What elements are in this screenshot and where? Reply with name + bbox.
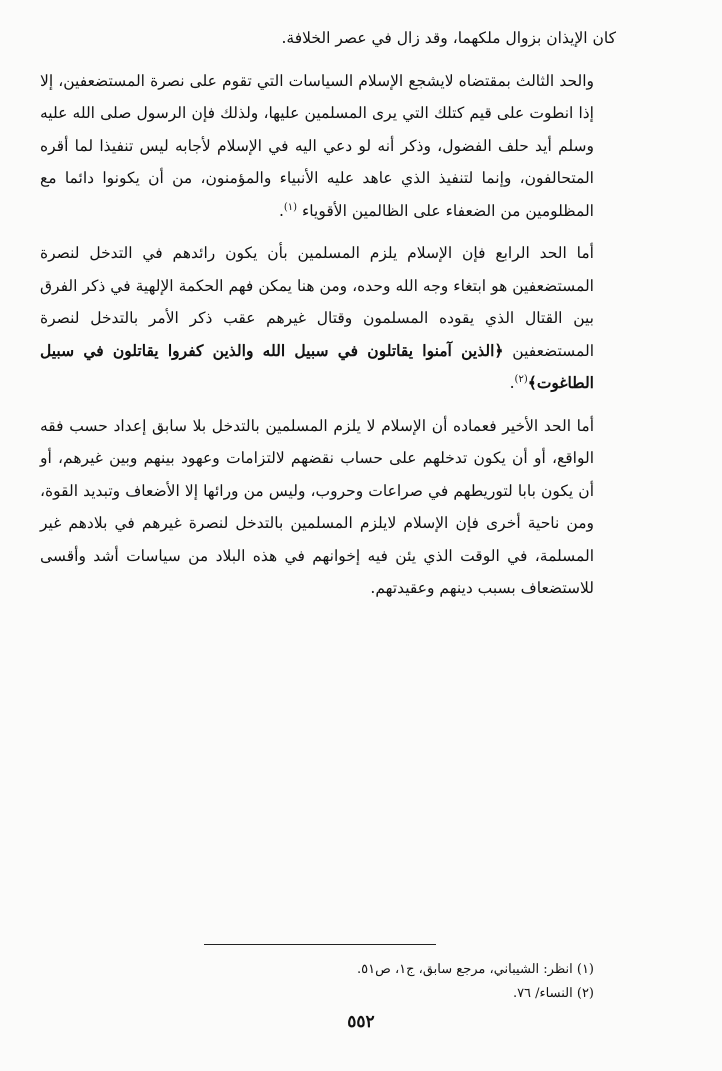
paragraph-2-end: . bbox=[278, 201, 284, 220]
quranic-verse: ﴿الذين آمنوا يقاتلون في سبيل الله والذين كفروا يقاتلون في سبيل الطاغوت﴾ bbox=[40, 340, 594, 392]
paragraph-3-end: . bbox=[509, 374, 515, 392]
footnote-ref-1[interactable]: (١) bbox=[283, 201, 298, 213]
footnote-ref-2[interactable]: (٢) bbox=[514, 373, 528, 385]
footnotes bbox=[40, 958, 594, 1006]
paragraph-3 bbox=[40, 237, 616, 400]
paragraph-2 bbox=[40, 65, 616, 228]
main-text bbox=[40, 22, 616, 605]
page-number: ٥٥٢ bbox=[347, 1012, 375, 1032]
paragraph-1-text: كان الإيذان بزوال ملكهما، وقد زال في عصر الخلافة. bbox=[281, 29, 616, 47]
footnote-2: (٢) النساء/ ٧٦. bbox=[512, 986, 594, 1001]
footnote-divider bbox=[204, 944, 436, 945]
paragraph-4 bbox=[40, 410, 616, 605]
paragraph-4-text: أما الحد الأخير فعماده أن الإسلام لا يلزم المسلمين بالتدخل بلا سابق إعداد حسب فقه الواقع، أو أن يكون تدخلهم على حساب نقضهم لالتزامات وعهود بينهم وبين غيرهم، أو أن يكون بابا لتوريطهم في صراعات وحروب، وليس من ورائها إلا الأضعاف وتبديد القوة، ومن ناحية أخرى فإن الإسلام لايلزم المسلمين بالتدخل لنصرة غيرهم في بلادهم غير المسلمة، في الوقت الذي يئن فيه إخوانهم في هذه البلاد من سياسات أشد وأقسى للاستضعاف بسبب دينهم وعقيدتهم. bbox=[40, 416, 594, 597]
paragraph-1 bbox=[40, 22, 616, 55]
footnote-1: (١) انظر: الشيباني، مرجع سابق، ج١، ص٥١. bbox=[356, 962, 594, 977]
paragraph-2-text: والحد الثالث بمقتضاه لايشجع الإسلام السياسات التي تقوم على نصرة المستضعفين، إلا إذا انطوت على قيم كتلك التي يرى المسلمين عليها، ولذلك فإن الرسول صلى الله عليه وسلم أيد حلف الفضول، وذكر أنه لو دعي اليه في الإسلام لأجابه ليس تنفيذا لما أقره المتحالفون، وإنما لتنفيذ الذي عاهد عليه الأنبياء والمؤمنون، من أن يكونوا دائما مع المظلومين من الضعفاء على الظالمين الأقوياء bbox=[40, 71, 594, 220]
paragraph-3-text: أما الحد الرابع فإن الإسلام يلزم المسلمين بأن يكون رائدهم في التدخل لنصرة المستضعفين هو ابتغاء وجه الله وحده، ومن هنا يمكن فهم الحكمة الإلهية في ذكر الفرق بين القتال الذي يقوده المسلمون وقتال غيرهم عقب ذكر الأمر بالتدخل لنصرة المستضعفين bbox=[40, 244, 594, 360]
